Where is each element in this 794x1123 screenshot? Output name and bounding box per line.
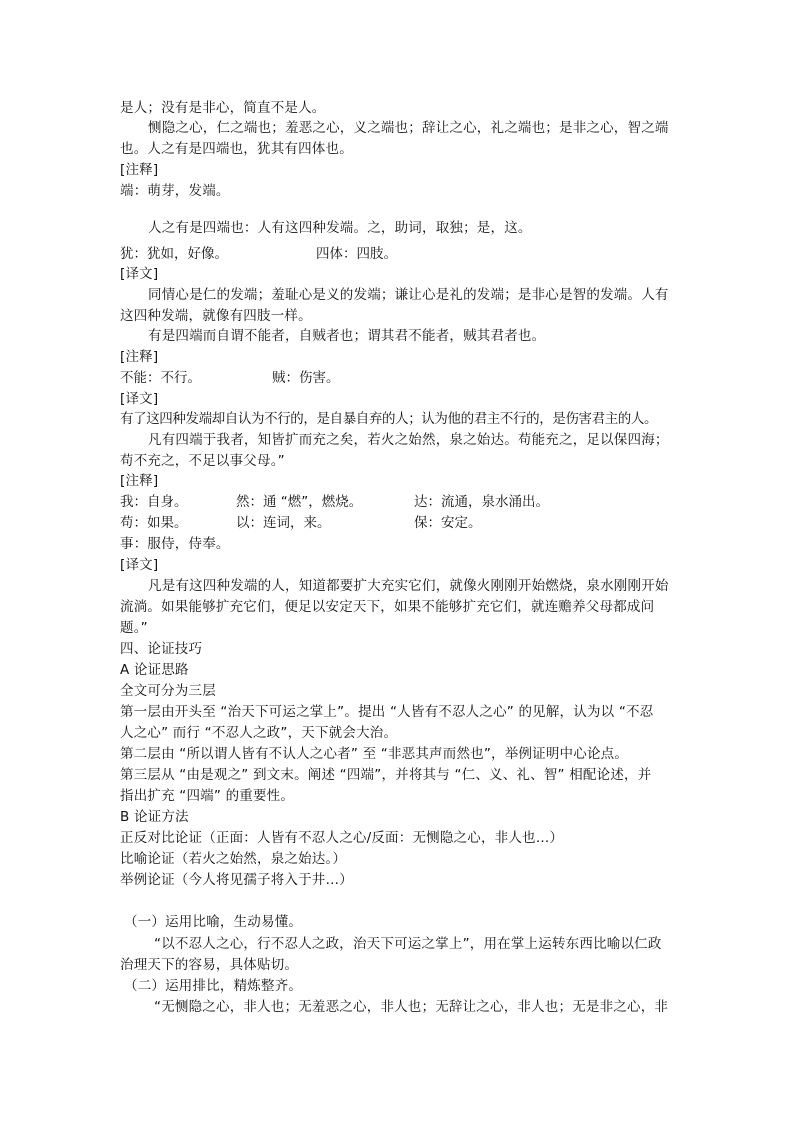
text-line: 流淌。如果能够扩充它们，便足以安定天下，如果不能够扩充它们，就连赡养父母都成问 — [120, 599, 655, 615]
note-zei: 贼：伤害。 — [272, 370, 340, 386]
text-line: “以不忍人之心，行不忍人之政，治天下可运之掌上”，用在掌上运转东西比喻以仁政 — [154, 936, 662, 952]
note-siti: 四体：四肢。 — [316, 246, 397, 262]
text-line: 凡有四端于我者，知皆扩而充之矣，若火之始然，泉之始达。苟能充之，足以保四海； — [148, 432, 669, 448]
text-line: 凡是有这四种发端的人，知道都要扩大充实它们，就像火刚刚开始燃烧，泉水刚刚开始 — [148, 578, 669, 594]
text-line: 端：萌芽，发端。 — [120, 183, 230, 199]
translation-header: [译文] — [120, 266, 159, 282]
text-line: 苟不充之，不足以事父母。” — [120, 453, 285, 469]
text-line: 比喻论证（若火之始然，泉之始达。） — [120, 851, 347, 867]
note-wo: 我：自身。 — [120, 494, 188, 510]
text-line: 也。人之有是四端也，犹其有四体也。 — [120, 141, 353, 157]
point-heading: （二）运用排比，精炼整齐。 — [124, 978, 303, 994]
point-heading: （一）运用比喻，生动易懂。 — [124, 914, 303, 930]
note-you: 犹：犹如，好像。 — [120, 246, 228, 262]
text-line: 正反对比论证（正面：人皆有不忍人之心/反面：无恻隐之心，非人也…） — [120, 830, 564, 846]
text-line: 同情心是仁的发端；羞耻心是义的发端；谦让心是礼的发端；是非心是智的发端。人有 — [148, 287, 669, 303]
text-line: 人之心” 而行 “不忍人之政”，天下就会大治。 — [120, 725, 398, 741]
text-line: 举例论证（今人将见孺子将入于井…） — [120, 872, 353, 888]
note-ran: 然：通 “燃”，燃烧。 — [236, 494, 363, 510]
subsection-heading: A 论证思路 — [120, 662, 189, 678]
text-line: “无恻隐之心，非人也；无羞恶之心，非人也；无辞让之心，非人也；无是非之心，非 — [154, 999, 669, 1015]
note-bao: 保：安定。 — [414, 515, 482, 531]
text-line: 第二层由 “所以谓人皆有不认人之心者” 至 “非恶其声而然也”，举例证明中心论点。 — [120, 746, 629, 762]
translation-header: [译文] — [120, 391, 159, 407]
text-line: 题。” — [120, 620, 148, 636]
text-line: 指出扩充 “四端” 的重要性。 — [120, 788, 295, 804]
annotation-header: [注释] — [120, 473, 159, 489]
annotation-header: [注释] — [120, 162, 159, 178]
text-line: 治理天下的容易，具体贴切。 — [120, 957, 299, 973]
section-heading: 四、论证技巧 — [120, 641, 203, 657]
note-gou: 苟：如果。 — [120, 515, 188, 531]
text-line: 第一层由开头至 “治天下可运之掌上”。提出 “人皆有不忍人之心” 的见解，认为以 “不忍 — [120, 704, 654, 720]
subsection-heading: B 论证方法 — [120, 809, 189, 825]
note-yi: 以：连词，来。 — [236, 515, 331, 531]
translation-header: [译文] — [120, 557, 159, 573]
text-line: 全文可分为三层 — [120, 683, 216, 699]
note-da: 达：流通，泉水涌出。 — [414, 494, 549, 510]
note-buneng: 不能：不行。 — [120, 370, 201, 386]
text-line: 恻隐之心，仁之端也；羞恶之心，义之端也；辞让之心，礼之端也；是非之心，智之端 — [148, 120, 669, 136]
text-line: 事：服侍，侍奉。 — [120, 536, 230, 552]
text-line: 有是四端而自谓不能者，自贼者也；谓其君不能者，贼其君者也。 — [148, 328, 546, 344]
text-line: 有了这四种发端却自认为不行的，是自暴自弃的人；认为他的君主不行的，是伤害君主的人。 — [120, 411, 658, 427]
text-line: 人之有是四端也：人有这四种发端。之，助词，取独；是，这。 — [148, 220, 532, 236]
annotation-header: [注释] — [120, 349, 159, 365]
text-line: 这四种发端，就像有四肢一样。 — [120, 308, 312, 324]
text-line: 是人；没有是非心，简直不是人。 — [120, 100, 326, 116]
text-line: 第三层从 “由是观之” 到文末。阐述 “四端”，并将其与 “仁、义、礼、智” 相配论述，并 — [120, 767, 652, 783]
